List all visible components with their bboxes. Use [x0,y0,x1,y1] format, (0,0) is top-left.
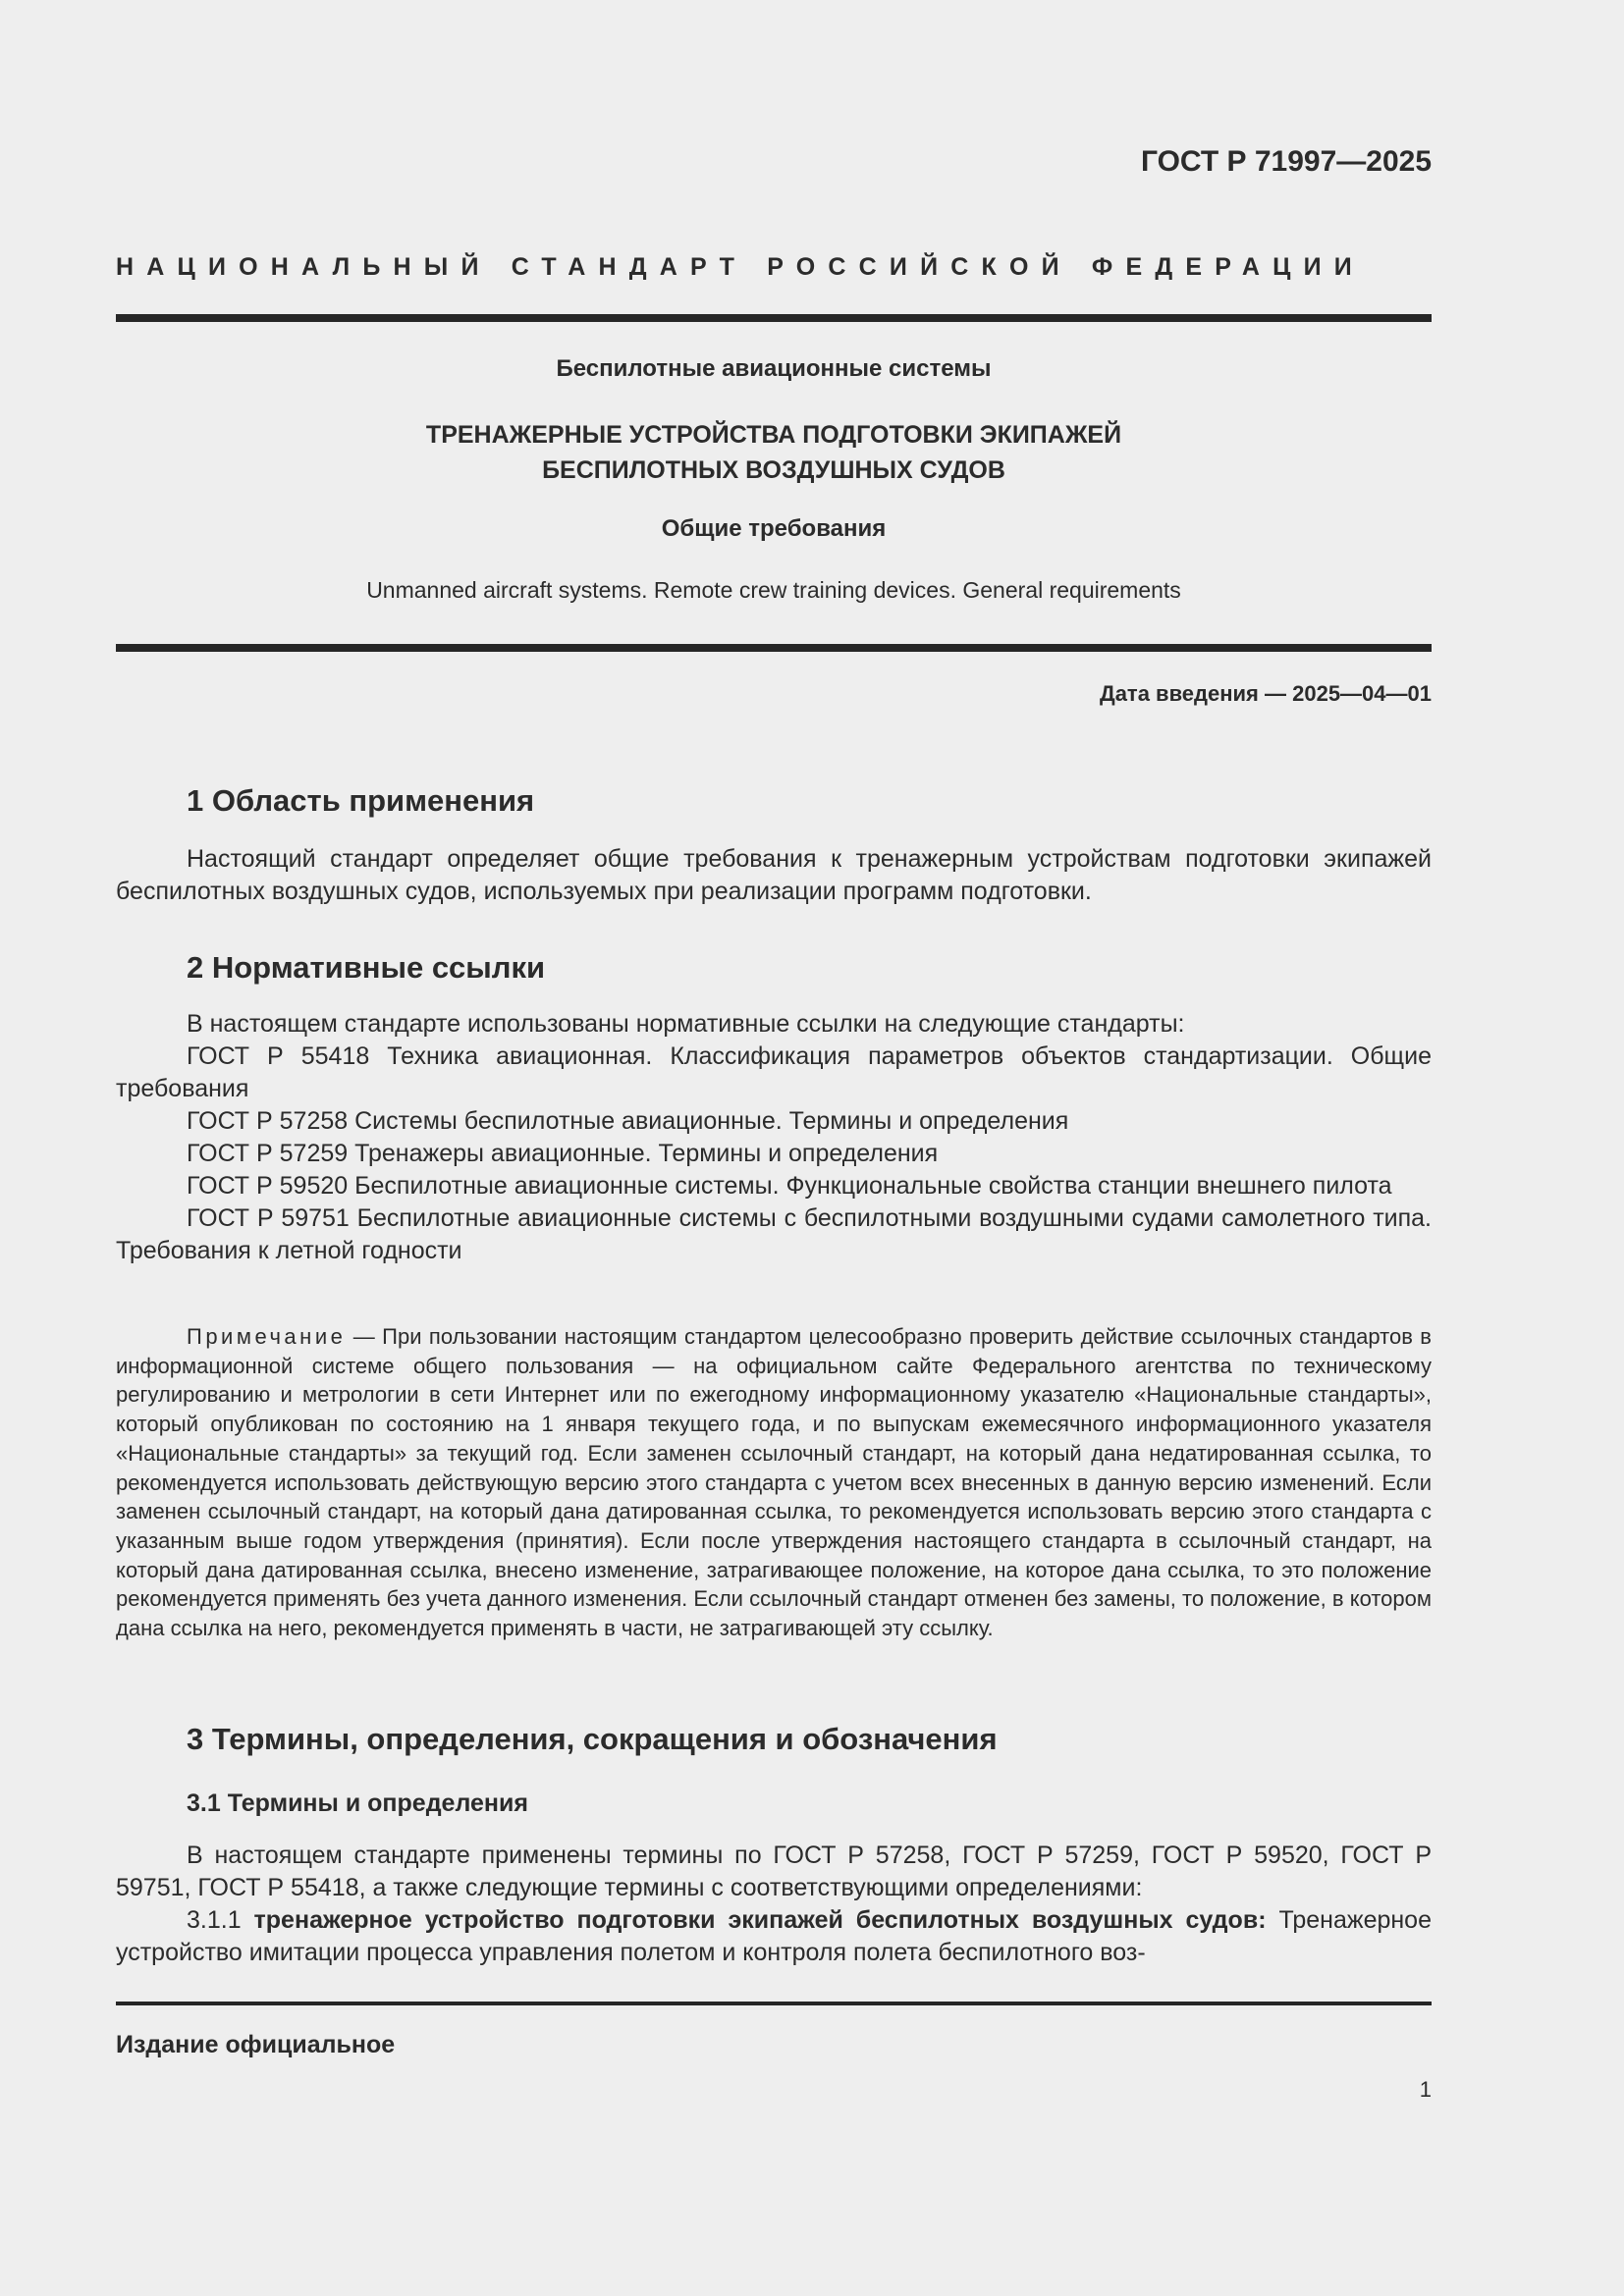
general-requirements: Общие требования [661,515,887,542]
subsection-3-1-heading: 3.1 Термины и определения [187,1789,528,1817]
reference-item: ГОСТ Р 55418 Техника авиационная. Классификация параметров объектов стандартизации. Общие требования [116,1042,1432,1102]
section-3-intro: В настоящем стандарте применены термины по ГОСТ Р 57258, ГОСТ Р 57259, ГОСТ Р 59520, ГОСТ Р 59751, ГОСТ Р 55418, а также следующие термины с соответствующими определениями: [116,1842,1432,1901]
reference-item: ГОСТ Р 59520 Беспилотные авиационные системы. Функциональные свойства станции внешнего пилота [187,1172,1392,1200]
official-edition: Издание официальное [116,2031,396,2058]
note-label: Примечание [187,1324,347,1349]
subtitle: Беспилотные авиационные системы [556,355,992,382]
reference-item: ГОСТ Р 57258 Системы беспилотные авиационные. Термины и определения [187,1107,1069,1135]
footer-divider [116,2002,1432,2005]
title-line-2: БЕСПИЛОТНЫХ ВОЗДУШНЫХ СУДОВ [542,456,1005,484]
reference-item: ГОСТ Р 57259 Тренажеры авиационные. Термины и определения [187,1140,939,1167]
section-1-text: Настоящий стандарт определяет общие требования к тренажерным устройствам подготовки экипажей беспилотных воздушных судов, используемых при реализации программ подготовки. [116,845,1432,905]
standard-number: ГОСТ Р 71997—2025 [1140,145,1432,178]
top-divider [116,314,1432,322]
term-number: 3.1.1 [187,1906,254,1934]
national-standard-banner: НАЦИОНАЛЬНЫЙ СТАНДАРТ РОССИЙСКОЙ ФЕДЕРАЦИИ [116,253,1365,281]
references-list [116,1008,1432,1267]
document-title [116,417,1432,488]
section-1-heading: 1 Область применения [187,783,535,818]
term-name: тренажерное устройство подготовки экипажей беспилотных воздушных судов: [253,1906,1267,1934]
english-title: Unmanned aircraft systems. Remote crew training devices. General requirements [366,577,1181,603]
section-2-heading: 2 Нормативные ссылки [187,950,546,985]
section-3-heading: 3 Термины, определения, сокращения и обозначения [187,1722,998,1756]
note-text: — При пользовании настоящим стандартом целесообразно проверить действие ссылочных стандартов в информационной системе общего пользования — на официальном сайте Федерального агентства по техническому регулированию и метрологии в сети Интернет или по ежегодному информационному указателю «Национальные стандарты», который опубликован по состоянию на 1 января текущего года, и по выпускам ежемесячного информационного указателя «Национальные стандарты» за текущий год. Если заменен ссылочный стандарт, на который дана недатированная ссылка, то рекомендуется использовать действующую версию этого стандарта с учетом всех внесенных в данную версию изменений. Если заменен ссылочный стандарт, на который дана датированная ссылка, то рекомендуется использовать версию этого стандарта с указанным выше годом утверждения (принятия). Если после утверждения настоящего стандарта в ссылочный стандарт, на который дана датированная ссылка, внесено изменение, затрагивающее положение, на которое дана ссылка, то это положение рекомендуется применять без учета данного изменения. Если ссылочный стандарт отменен без замены, то положение, в котором дана ссылка на него, рекомендуется применять в части, не затрагивающей эту ссылку. [116,1324,1432,1641]
references-intro: В настоящем стандарте использованы нормативные ссылки на следующие стандарты: [187,1010,1185,1038]
page-number: 1 [1419,2077,1432,2102]
title-divider [116,644,1432,652]
references-note [116,1322,1432,1643]
title-line-1: ТРЕНАЖЕРНЫЕ УСТРОЙСТВА ПОДГОТОВКИ ЭКИПАЖЕЙ [425,421,1122,449]
reference-item: ГОСТ Р 59751 Беспилотные авиационные системы с беспилотными воздушными судами самолетного типа. Требования к летной годности [116,1204,1432,1264]
effective-date: Дата введения — 2025—04—01 [1100,681,1432,706]
term-3-1-1 [116,1904,1432,1969]
term-definition: Тренажерное устройство имитации процесса управления полетом и контроля полета беспилотного воз- [116,1906,1432,1966]
